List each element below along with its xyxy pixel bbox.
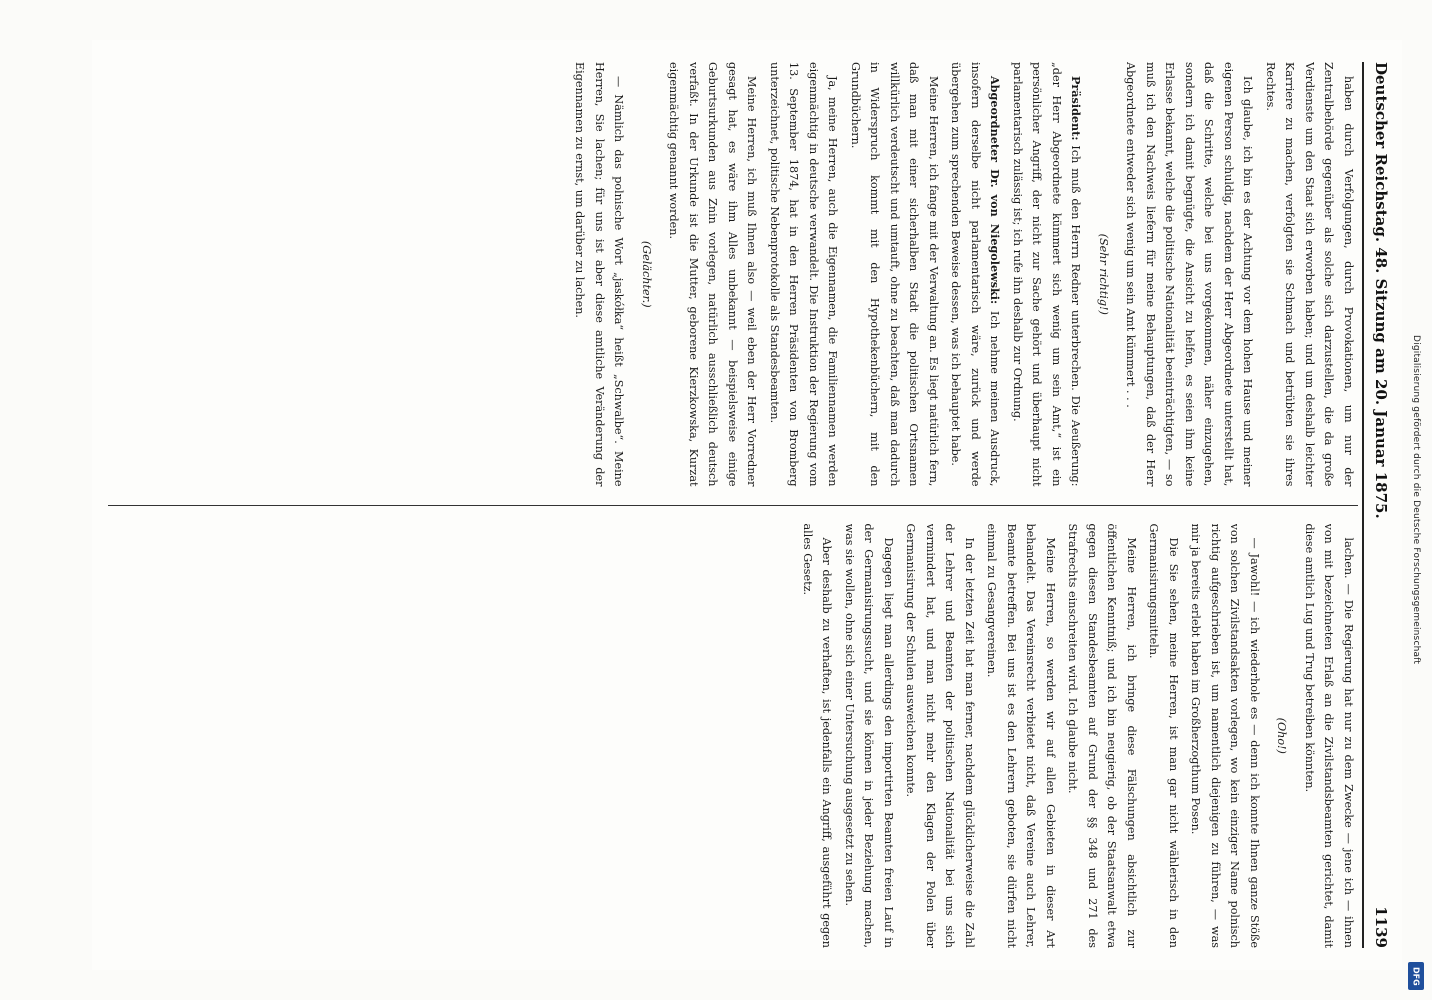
page-number: 1139	[1372, 906, 1390, 948]
paragraph: Meine Herren, ich fange mit der Verwaltung an. Es liegt natürlich fern, daß man mit einer sicherhalben Stadt die politischen Ortsnamen willkürlich verdeutscht und umtauft, ohne zu beachten, daß man dadurch in Widerspruch kommt mit den Hypothekenbüchern, mit den Grundbüchern.	[849, 62, 940, 487]
page-frame	[92, 40, 1402, 970]
paragraph: Meine Herren, so werden wir auf allen Gebieten in dieser Art behandelt. Das Vereinsrecht verbietet nicht, daß Vereine auch Lehrer, Beamte betreffen. Bei uns ist es den Lehrern geboten, sie dürfen nicht einmal zu Gesangvereinen.	[985, 523, 1057, 948]
paragraph: haben durch Verfolgungen, durch Provokationen, um nur der Zentralbehörde gegenüber als solche sich darzustellen, die da große Verdienste um den Staat sich erworben haben; und um deshalb leichter Karriere zu machen, verfolgten sie Schmach und betrübten sie ihres Rechtes.	[1264, 62, 1355, 487]
paragraph: Die Sie sehen, meine Herren, ist man gar nicht wählerisch in den Germanisirungsmitteln.	[1147, 523, 1180, 948]
speech-text: Ich muß den Herrn Redner unterbrechen. Die Aeußerung: „der Herr Abgeordnete kümmert sich wenig um sein Amt,“ ist ein persönlicher Angriff, der nicht zur Sache gehört und überhaupt nicht parlamentarisch zulässig ist; ich rufe ihn deshalb zur Ordnung.	[1011, 62, 1083, 487]
paragraph: Aber deshalb zu verhaften, ist jedenfalls ein Angriff, ausgeführt gegen alles Gesetz.	[801, 523, 834, 948]
speech-paragraph	[1008, 62, 1086, 487]
paragraph: Meine Herren, ich muß Ihnen also — weil eben der Herr Vorredner gesagt hat, es wäre ihm Alles unbekannt — beispielsweise einige Geburtsurkunden aus Znin vorlegen, natürlich ausschließlich deutsch verfaßt. In der Urkunde ist die Mutter, geborene Kierzkowska, Kurzat eigenmächtig genannt worden.	[667, 62, 759, 487]
interjection: (Gelächter.)	[640, 240, 653, 308]
paragraph: — Jawohl! — ich wiederhole es — denn ich konnte Ihnen ganze Stöße von solchen Zivilstandsakten vorlegen, wo kein einziger Name polnisch richtig aufgeschrieben ist, um namentlich diejenigen zu führen, — was mir ja bereits erlebt haben im Großherzogthum Posen.	[1189, 523, 1261, 948]
right-column	[108, 524, 1358, 949]
digitisation-note: Digitalisierung gefördert durch die Deutsche Forschungsgemeinschaft	[1411, 335, 1421, 665]
left-column	[108, 62, 1358, 487]
digitisation-banner	[1405, 8, 1427, 992]
dfg-logo-icon	[1408, 962, 1424, 990]
column-divider	[108, 505, 1358, 506]
page-header	[1362, 62, 1398, 948]
paragraph: Ich glaube, ich bin es der Achtung vor dem hohen Hause und meiner eigenen Person schuldig, nachdem der Herr Abgeordnete unterstellt hat, daß die Schritte, welche bei uns vorgekommen, näher einzugehen, sondern ich damit begnügte, die Ansicht zu helfen, es seien ihm keine Erlasse bekannt, welche die politische Nationalität beeinträchtigten, — so muß ich den Nachweis liefern für meine Behauptungen, daß der Herr Abgeordnete entweder sich wenig um sein Amt kümmert . . .	[1124, 62, 1255, 487]
speaker-name: Abgeordneter Dr. von Niegolewski:	[988, 76, 1003, 305]
paragraph: — Nämlich das polnische Wort „jaskółka“ heißt „Schwalbe“. Meine Herren, Sie lachen; für uns ist aber diese amtliche Veränderung der Eigennamen zu ernst, um darüber zu lachen.	[573, 62, 626, 487]
running-title: Deutscher Reichstag. 48. Sitzung am 20. Januar 1875.	[1372, 62, 1390, 519]
text-columns	[108, 62, 1358, 948]
printed-page	[92, 40, 1402, 970]
speech-paragraph	[946, 62, 1005, 487]
dfg-logo-label: DFG	[1411, 966, 1421, 986]
paragraph: Dagegen liegt man allerdings den importirten Beamten freien Lauf in der Germanisirungssucht, und sie können in jeder Beziehung machen, was sie wollen, ohne sich einer Untersuchung ausgesetzt zu sehen.	[843, 523, 895, 948]
paragraph: lachen. — Die Regierung hat nur zu dem Zwecke — jene ich — ihnen von mit bezeichneten Erlaß an die Zivilstandsbeamten gerichtet, damit diese amtlich Lug und Trug betreiben könnten.	[1303, 523, 1355, 948]
paragraph: Meine Herren, ich bringe diese Fälschungen absichtlich zur öffentlichen Kenntniß; und ich bin neugierig, ob der Staatsanwalt etwa gegen diesen Standesbeamten auf Grund der §§ 348 und 271 des Strafrechts einschreiten wird. Ich glaube nicht.	[1066, 523, 1138, 948]
speaker-name: Präsident:	[1069, 76, 1084, 141]
speech-text: Ich nehme meinen Ausdruck, insofern derselbe nicht parlamentarisch wäre, zurück und werde übergehen zum sprechenden Beweise dessen, was ich behauptet habe.	[949, 62, 1002, 487]
interjection: (Sehr richtig!)	[1097, 233, 1110, 315]
interjection: (Oho!)	[1275, 717, 1289, 754]
paragraph: In der letzten Zeit hat man ferner, nachdem glücklicherweise die Zahl der Lehrer und Beamten der politischen Nationalität bei uns sich vermindert hat, und man nicht mehr den Klagen der Polen über Germanisirung der Schulen ausweichen konnte.	[904, 523, 976, 948]
paragraph: Ja, meine Herren, auch die Eigennamen, die Familiennamen werden eigenmächtig in deutsche verwandelt. Die Instruktion der Regierung vom 13. September 1874, hat in den Herren Präsidenten von Bromberg unterzeichnet, politische Nebenprotokolle als Standesbeamten.	[768, 62, 840, 487]
